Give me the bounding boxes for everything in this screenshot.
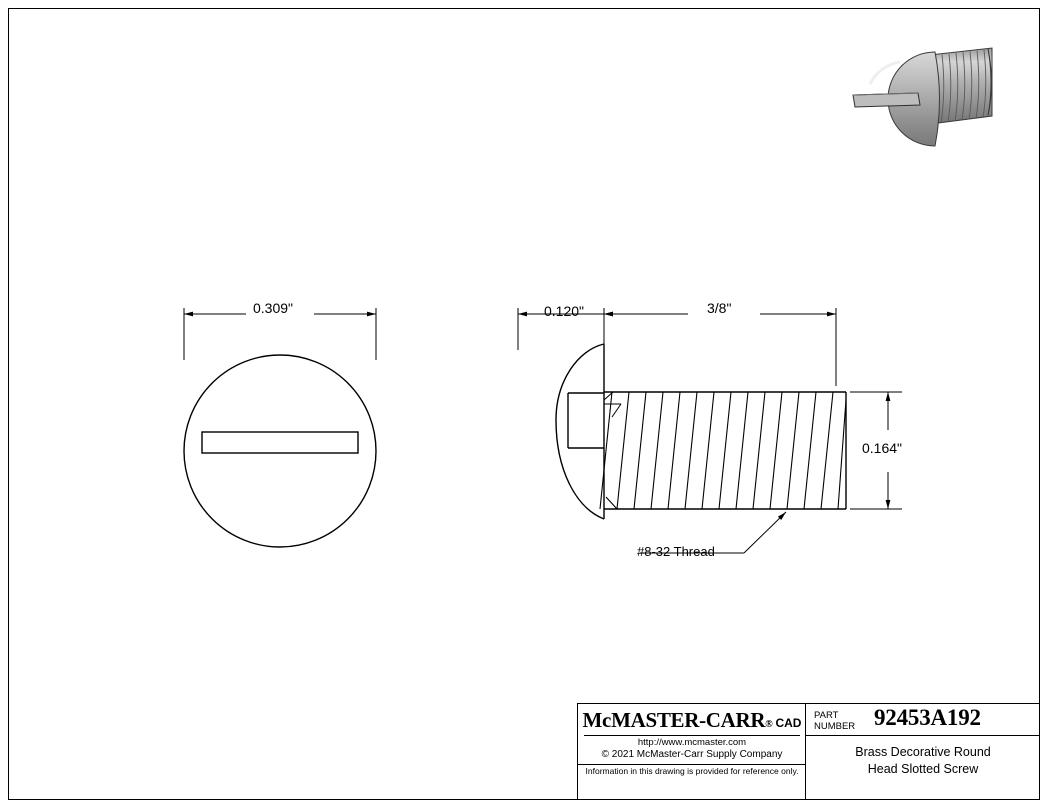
part-description-line2: Head Slotted Screw xyxy=(867,762,979,776)
dim-label-shank-diameter: 0.164" xyxy=(862,440,903,456)
title-block-part-panel xyxy=(806,704,1040,800)
front-view-head xyxy=(184,355,376,547)
dim-label-thread-length: 3/8" xyxy=(707,300,732,316)
part-description-line1: Brass Decorative Round xyxy=(855,745,991,759)
side-view-screw xyxy=(556,344,846,519)
registered-mark-icon: ® xyxy=(765,719,773,730)
part-number-label-line2: NUMBER xyxy=(814,721,856,732)
company-logo xyxy=(578,708,806,733)
company-name: McMASTER-CARR xyxy=(582,708,766,732)
dim-label-head-diameter: 0.309" xyxy=(253,300,294,316)
company-url[interactable]: http://www.mcmaster.com xyxy=(637,737,747,748)
thread-root-lines xyxy=(604,404,621,417)
thread-profile xyxy=(600,392,846,509)
isometric-preview xyxy=(853,48,992,146)
part-description xyxy=(806,744,1040,778)
part-number-label xyxy=(814,710,855,732)
title-block-divider xyxy=(584,735,800,736)
dim-thread-length xyxy=(604,308,836,386)
title-block-company-panel xyxy=(578,704,806,800)
title-block-divider-2 xyxy=(578,764,805,765)
cad-tag: CAD xyxy=(775,716,802,730)
copyright-notice: © 2021 McMaster-Carr Supply Company xyxy=(601,749,783,760)
part-panel-divider xyxy=(806,735,1040,736)
dim-label-head-height: 0.120" xyxy=(544,303,585,319)
title-block xyxy=(577,703,1040,800)
annotation-thread-callout: #8-32 Thread xyxy=(637,544,715,559)
part-number-value: 92453A192 xyxy=(874,705,981,730)
part-number-label-line1: PART xyxy=(814,710,839,721)
reference-disclaimer: Information in this drawing is provided for reference only. xyxy=(585,766,799,776)
